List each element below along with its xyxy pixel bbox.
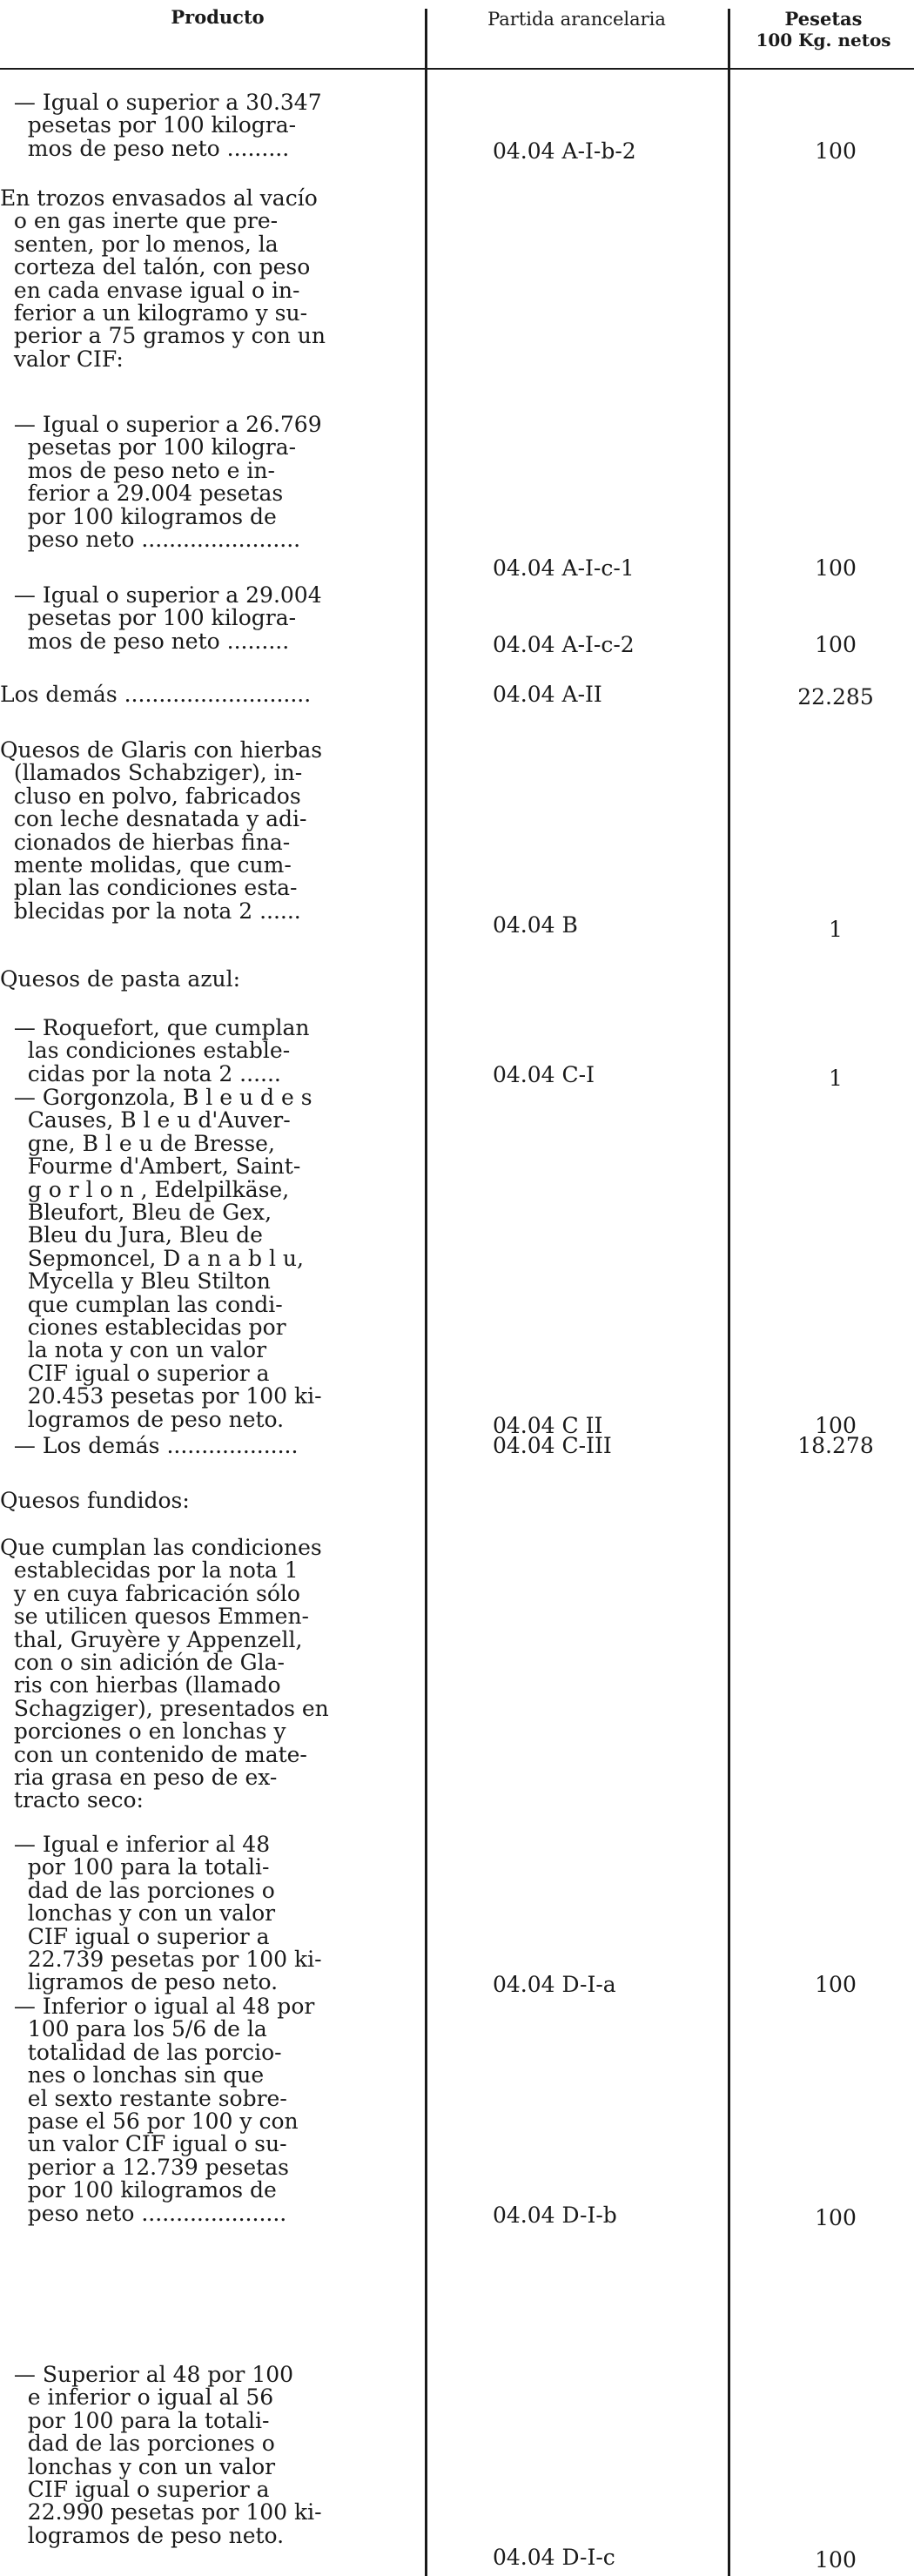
row-pesetas: 22.285	[797, 684, 874, 710]
row-pesetas: 100	[815, 632, 857, 657]
row-text: — Igual o superior a 26.769 pesetas por 100 kilogra- mos de peso neto e in- ferior a 29.004 pesetas por 100 kilogramos de peso neto .......................	[13, 412, 322, 553]
row-pesetas: 100	[815, 1413, 857, 1438]
row-text: — Igual e inferior al 48 por 100 para la totali- dad de las porciones o lonchas y con un valor CIF igual o superior a 22.739 pesetas por 100 ki- ligramos de peso neto.	[13, 1832, 322, 1995]
header-kg-netos: 100 Kg. netos	[756, 30, 891, 50]
row-text: Que cumplan las condiciones establecidas por la nota 1 y en cuya fabricación sólo se utilicen quesos Emmen- thal, Gruyère y Appenzell, con o sin adición de Gla- ris con hierbas (llamado Schagziger), presentados en porciones o en lonchas y con un contenido de mate- ria grasa en peso de ex- tracto seco:	[0, 1535, 329, 1813]
row-pesetas: 1	[829, 1066, 843, 1091]
row-pesetas: 1	[829, 917, 843, 942]
row-text: Quesos de pasta azul:	[0, 966, 241, 992]
row-pesetas: 100	[815, 2547, 857, 2573]
row-text: — Igual o superior a 30.347 pesetas por 100 kilogra- mos de peso neto .........	[13, 90, 322, 161]
row-partida: 04.04 A-I-c-1	[493, 555, 635, 581]
row-partida: 04.04 A-I-b-2	[493, 138, 636, 164]
row-text: — Los demás ...................	[0, 1433, 299, 1458]
row-pesetas: 100	[815, 2205, 857, 2230]
row-partida: 04.04 C-III	[493, 1433, 612, 1458]
row-text: — Igual o superior a 29.004 pesetas por 100 kilogra- mos de peso neto .........	[13, 582, 322, 654]
header-pesetas: Pesetas	[784, 8, 863, 30]
row-text: — Inferior o igual al 48 por 100 para los 5/6 de la totalidad de las porcio- nes o lonchas sin que el sexto restante sobre- pase el 56 por 100 y con un valor CIF igual o su- perior a 12.739 pesetas por 100 kilogramos de peso neto .....................	[13, 1994, 315, 2226]
row-partida: 04.04 A-I-c-2	[493, 632, 635, 657]
row-partida: 04.04 D-I-a	[493, 1972, 616, 1997]
row-text: — Superior al 48 por 100 e inferior o igual al 56 por 100 para la totali- dad de las porciones o lonchas y con un valor CIF igual o superior a 22.990 pesetas por 100 ki- logramos de peso neto.	[13, 2362, 322, 2548]
row-partida: 04.04 C II	[493, 1413, 603, 1438]
row-text: Quesos fundidos:	[0, 1488, 190, 1513]
column-rule-right	[728, 9, 730, 2576]
row-text: — Roquefort, que cumplan las condiciones estable- cidas por la nota 2 ......	[13, 1015, 310, 1086]
header-rule	[0, 68, 914, 70]
row-text: En trozos envasados al vacío o en gas inerte que pre- senten, por lo menos, la corteza del talón, con peso en cada envase igual o in- ferior a un kilogramo y su- perior a 75 gramos y con un valor CIF:	[0, 185, 326, 372]
row-partida: 04.04 D-I-b	[493, 2203, 617, 2228]
row-text: Quesos de Glaris con hierbas (llamados Schabziger), in- cluso en polvo, fabricados con leche desnatada y adi- cionados de hierbas fina- mente molidas, que cum- plan las condiciones esta- blecidas por la nota 2 ......	[0, 737, 323, 924]
header-partida: Partida arancelaria	[487, 9, 666, 30]
row-pesetas: 100	[815, 1972, 857, 1997]
row-text: — Gorgonzola, B l e u d e s Causes, B l e u d'Auver- gne, B l e u de Bresse, Fourme d'Ambert, Saint- g o r l o n , Edelpilkäse, Bleufort, Bleu de Gex, Bleu du Jura, Bleu de Sepmoncel, D a n a b l u, Mycella y Bleu Stilton que cumplan las condi- ciones establecidas por la nota y con un valor CIF igual o superior a 20.453 pesetas por 100 ki- logramos de peso neto.	[13, 1085, 322, 1432]
row-pesetas: 18.278	[797, 1433, 874, 1458]
row-text: Los demás ...........................	[0, 682, 312, 707]
row-partida: 04.04 D-I-c	[493, 2545, 615, 2570]
row-partida: 04.04 C-I	[493, 1062, 595, 1087]
column-rule-left	[425, 9, 427, 2576]
row-partida: 04.04 A-II	[493, 682, 602, 707]
row-partida: 04.04 B	[493, 912, 578, 938]
header-producto: Producto	[171, 6, 265, 28]
row-pesetas: 100	[815, 138, 857, 164]
row-pesetas: 100	[815, 555, 857, 581]
